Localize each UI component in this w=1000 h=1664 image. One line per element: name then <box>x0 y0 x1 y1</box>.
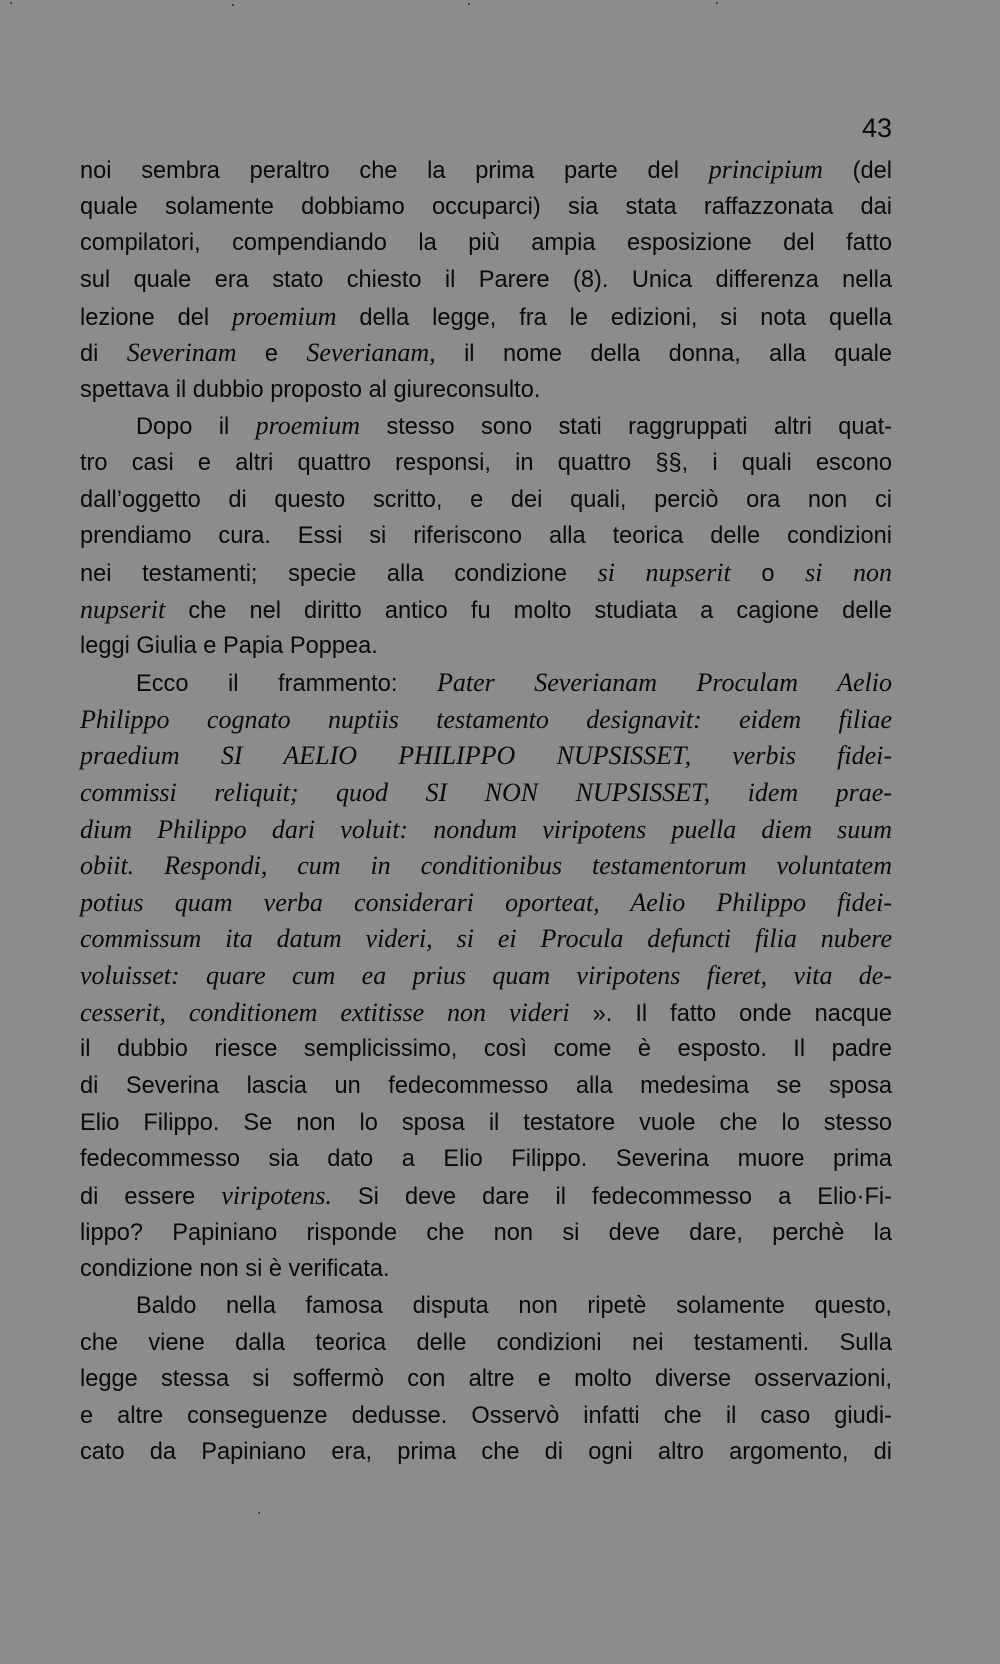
text-run: e <box>236 341 307 368</box>
text-line <box>80 335 892 372</box>
italic-run: Severinam <box>126 338 237 368</box>
text-line <box>80 995 892 1032</box>
text-run: cato da Papiniano era, prima che di ogni altro argomento, di <box>80 1439 892 1466</box>
text-line <box>80 1398 892 1435</box>
italic-run: nupserit <box>80 594 166 624</box>
text-run: spettava il dubbio proposto al giureconsulto. <box>80 376 541 403</box>
paragraph <box>80 665 892 1288</box>
scan-speck <box>468 3 470 5</box>
text-line <box>80 482 892 519</box>
text-line <box>80 1251 892 1288</box>
text-run: dall’oggetto di questo scritto, e dei quali, perciò ora non ci <box>80 486 892 513</box>
text-run: che viene dalla teorica delle condizioni nei testamenti. Sulla <box>80 1329 892 1356</box>
scan-speck <box>10 2 12 4</box>
text-run: stesso sono stati raggruppati altri quat- <box>360 414 892 441</box>
text-run: quale solamente dobbiamo occuparci) sia stata raffazzonata dai <box>80 193 892 220</box>
text-run: nei testamenti; specie alla condizione <box>80 561 598 588</box>
text-line <box>80 702 892 739</box>
text-run: tro casi e altri quattro responsi, in quattro §§, i quali escono <box>80 450 892 477</box>
text-run: ». Il fatto onde nacque <box>569 1000 892 1027</box>
text-line <box>80 1178 892 1215</box>
text-line <box>80 1215 892 1252</box>
text-run: Dopo il <box>136 414 256 441</box>
italic-run: si non <box>805 558 892 588</box>
text-run: di Severina lascia un fedecommesso alla medesima se sposa <box>80 1073 892 1100</box>
text-line <box>80 555 892 592</box>
text-line <box>80 1288 892 1325</box>
text-run: condizione non si è verificata. <box>80 1256 390 1283</box>
text-run: il nome della donna, alla quale <box>435 341 892 368</box>
paragraph <box>80 1288 892 1471</box>
paragraph <box>80 408 892 664</box>
text-line <box>80 628 892 665</box>
text-run: prendiamo cura. Essi si riferiscono alla teorica delle condizioni <box>80 523 892 550</box>
scan-speck <box>716 2 718 4</box>
text-line <box>80 885 892 922</box>
text-line <box>80 1434 892 1471</box>
text-line <box>80 518 892 555</box>
text-run: il dubbio riesce semplicissimo, così come è esposto. Il padre <box>80 1036 892 1063</box>
text-line <box>80 262 892 299</box>
paragraph <box>80 152 892 408</box>
italic-run: potius quam verba considerari oporteat, Aelio Philippo fidei- <box>80 887 892 917</box>
text-line <box>80 1105 892 1142</box>
text-run: leggi Giulia e Papia Poppea. <box>80 633 378 660</box>
text-line <box>80 299 892 336</box>
italic-run: cesserit, conditionem extitisse non videri <box>80 997 570 1027</box>
italic-run: Pater Severianam Proculam Aelio <box>436 667 892 697</box>
text-line <box>80 812 892 849</box>
text-line <box>80 1141 892 1178</box>
text-run: noi sembra peraltro che la prima parte del <box>80 158 709 184</box>
text-line <box>80 1031 892 1068</box>
text-run: e altre conseguenze dedusse. Osservò infatti che il caso giudi- <box>80 1402 892 1429</box>
text-line <box>80 445 892 482</box>
text-run: che nel diritto antico fu molto studiata a cagione delle <box>165 597 892 624</box>
italic-run: commissi reliquit; quod SI NON NUPSISSET, idem prae- <box>80 777 892 807</box>
page-number: 43 <box>862 113 893 143</box>
text-line <box>80 848 892 885</box>
text-run: Baldo nella famosa disputa non ripetè solamente questo, <box>136 1292 892 1319</box>
text-run: legge stessa si soffermò con altre e molto diverse osservazioni, <box>80 1366 892 1393</box>
italic-run: Philippo cognato nuptiis testamento designavit: eidem filiae <box>80 704 892 734</box>
text-run: lezione del <box>80 304 232 331</box>
text-line <box>80 738 892 775</box>
text-line <box>80 408 892 445</box>
italic-run: praedium SI AELIO PHILIPPO NUPSISSET, verbis fidei- <box>80 741 892 771</box>
text-line <box>80 1361 892 1398</box>
text-run: lippo? Papiniano risponde che non si deve dare, perchè la <box>80 1219 892 1246</box>
italic-run: viripotens. <box>221 1180 332 1210</box>
text-line <box>80 1325 892 1362</box>
text-line <box>80 775 892 812</box>
italic-run: obiit. Respondi, cum in conditionibus testamentorum voluntatem <box>80 851 892 881</box>
text-line <box>80 372 892 409</box>
text-line <box>80 189 892 226</box>
text-run: di <box>80 341 127 368</box>
text-line <box>80 592 892 629</box>
text-line <box>80 921 892 958</box>
text-line <box>80 225 892 262</box>
text-run: della legge, fra le edizioni, si nota quella <box>336 304 892 331</box>
text-run: di essere <box>80 1183 222 1210</box>
italic-run: si nupserit <box>597 558 731 588</box>
italic-run: dium Philippo dari voluit: nondum viripotens puella diem suum <box>80 814 892 844</box>
text-run: Ecco il frammento: <box>136 670 437 697</box>
italic-run: proemium <box>232 301 337 331</box>
text-run: fedecommesso sia dato a Elio Filippo. Severina muore prima <box>80 1146 892 1173</box>
italic-run: voluisset: quare cum ea prius quam viripotens fieret, vita de- <box>80 961 892 991</box>
text-line <box>80 958 892 995</box>
text-run: compilatori, compendiando la più ampia esposizione del fatto <box>80 230 892 257</box>
italic-run: commissum ita datum videri, si ei Procula defuncti filia nubere <box>80 924 892 954</box>
scan-speck <box>258 1512 260 1514</box>
text-run: Si deve dare il fedecommesso a Elio·Fi- <box>331 1183 892 1210</box>
text-run: (del <box>822 158 892 184</box>
scan-speck <box>232 4 234 6</box>
page-text-body <box>80 152 892 1471</box>
text-line <box>80 1068 892 1105</box>
text-line <box>80 665 892 702</box>
italic-run: proemium <box>255 411 361 441</box>
italic-run: Severianam, <box>306 338 436 368</box>
text-run: sul quale era stato chiesto il Parere (8). Unica differenza nella <box>80 266 892 293</box>
text-run: Elio Filippo. Se non lo sposa il testatore vuole che lo stesso <box>80 1109 892 1136</box>
italic-run: principium <box>708 155 823 184</box>
text-line <box>80 152 892 189</box>
text-run: o <box>730 561 806 588</box>
